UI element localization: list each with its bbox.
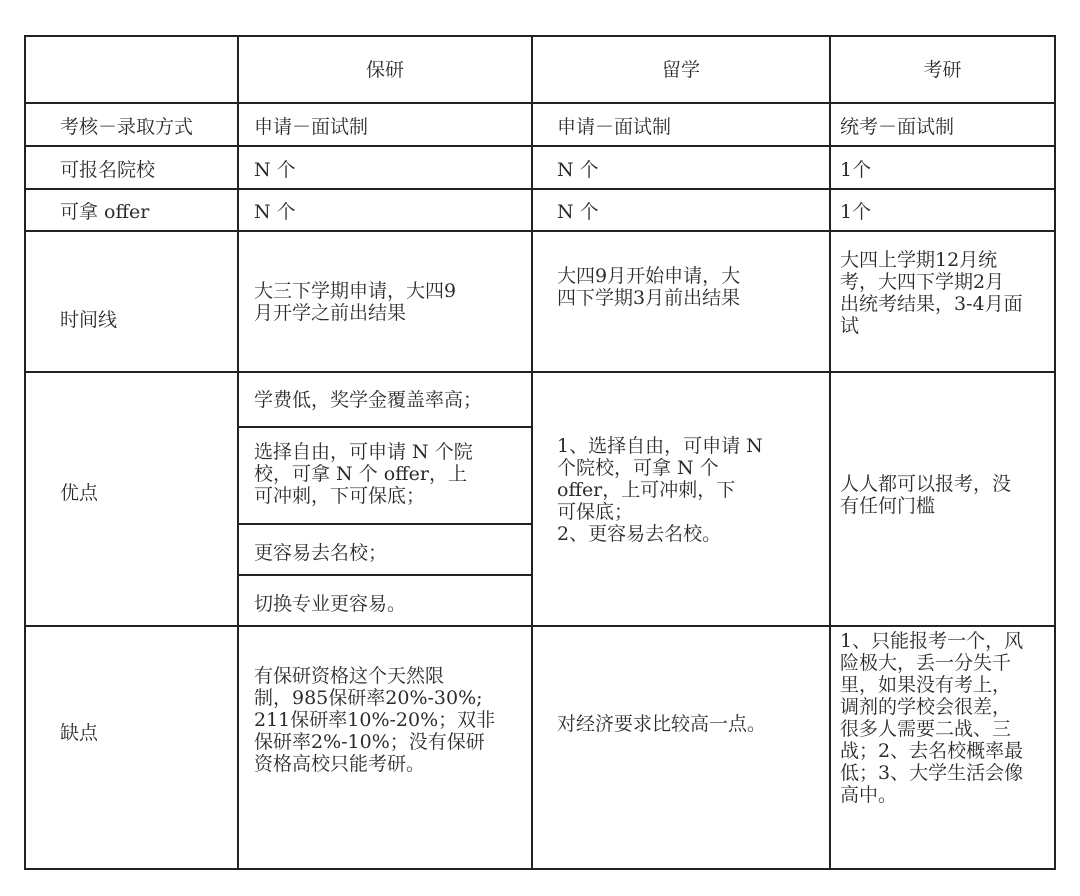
cell-pros-baoyan-3: 更容易去名校； — [254, 542, 388, 564]
row-divider — [26, 102, 1054, 104]
cell-pros-baoyan-2: 选择自由，可申请 N 个院 校，可拿 N 个 offer，上 可冲刺，下可保底； — [254, 441, 473, 507]
cell-timeline-baoyan: 大三下学期申请，大四9 月开学之前出结果 — [254, 280, 457, 324]
row-label-timeline: 时间线 — [60, 309, 118, 331]
row-label-cons: 缺点 — [60, 722, 99, 744]
column-divider — [829, 37, 831, 868]
cell-timeline-liuxue: 大四9月开始申请，大 四下学期3月前出结果 — [557, 265, 741, 309]
cell-pros-baoyan-4: 切换专业更容易。 — [254, 593, 407, 615]
cell-schools-kaoyan: 1个 — [840, 159, 872, 181]
sub-row-divider — [237, 523, 533, 525]
cell-assessment-liuxue: 申请－面试制 — [557, 116, 672, 138]
header-kaoyan: 考研 — [923, 59, 962, 81]
row-divider — [26, 188, 1054, 190]
sub-row-divider — [237, 574, 533, 576]
row-label-assessment: 考核－录取方式 — [60, 116, 194, 138]
cell-cons-liuxue: 对经济要求比较高一点。 — [557, 713, 767, 735]
row-divider — [26, 371, 1054, 373]
cell-schools-liuxue: N 个 — [557, 159, 599, 181]
cell-offer-liuxue: N 个 — [557, 201, 599, 223]
comparison-table — [24, 35, 1056, 870]
header-baoyan: 保研 — [365, 59, 404, 81]
row-divider — [26, 625, 1054, 627]
row-label-offer: 可拿 offer — [60, 201, 150, 223]
sub-row-divider — [237, 426, 533, 428]
cell-schools-baoyan: N 个 — [254, 159, 296, 181]
cell-cons-baoyan: 有保研资格这个天然限 制，985保研率20%-30%; 211保研率10%-20%；双非 保研率2%-10%；没有保研 资格高校只能考研。 — [254, 665, 496, 775]
cell-pros-baoyan-1: 学费低，奖学金覆盖率高； — [254, 389, 483, 411]
row-label-schools: 可报名院校 — [60, 159, 156, 181]
cell-offer-kaoyan: 1个 — [840, 201, 872, 223]
cell-timeline-kaoyan: 大四上学期12月统 考，大四下学期2月 出统考结果，3-4月面 试 — [840, 249, 1023, 337]
cell-assessment-baoyan: 申请－面试制 — [254, 116, 369, 138]
cell-offer-baoyan: N 个 — [254, 201, 296, 223]
cell-pros-liuxue: 1、选择自由，可申请 N 个院校，可拿 N 个 offer，上可冲刺，下 可保底； 2、更容易去名校。 — [557, 435, 763, 545]
header-liuxue: 留学 — [661, 59, 700, 81]
row-divider — [26, 230, 1054, 232]
cell-assessment-kaoyan: 统考－面试制 — [840, 116, 955, 138]
row-label-pros: 优点 — [60, 482, 99, 504]
row-divider — [26, 145, 1054, 147]
cell-cons-kaoyan: 1、只能报考一个，风 险极大，丢一分失千 里，如果没有考上， 调剂的学校会很差， 很多人需要二战、三 战；2、去名校概率最 低；3、大学生活会像 高中。 — [840, 630, 1024, 806]
header-corner — [26, 37, 237, 102]
column-divider — [237, 37, 239, 868]
column-divider — [531, 37, 533, 868]
cell-pros-kaoyan: 人人都可以报考，没 有任何门槛 — [840, 473, 1012, 517]
